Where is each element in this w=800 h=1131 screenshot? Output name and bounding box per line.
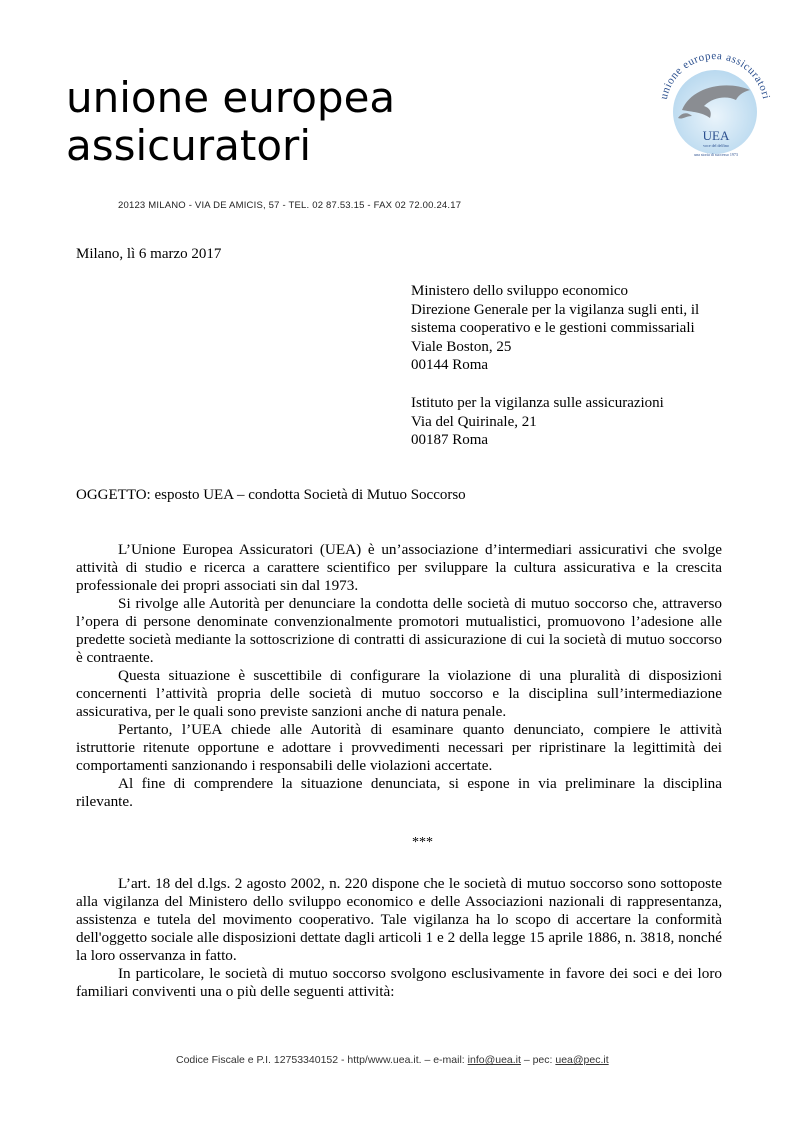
footer-fiscal-info: Codice Fiscale e P.I. 12753340152 - http/www.uea.it. – e-mail: (176, 1054, 468, 1066)
recipient-line: Ministero dello sviluppo economico (411, 283, 629, 299)
body-paragraph: L’Unione Europea Assicuratori (UEA) è un’associazione d’intermediari assicurativi che svolge attività di studio e ricerca a carattere scientifico per sviluppare la cultura assicurativa e la crescita professionale dei propri associati sin dal 1973. (76, 541, 722, 594)
recipient-ivass (411, 394, 664, 450)
letter-subject: OGGETTO: esposto UEA – condotta Società di Mutuo Soccorso (76, 487, 466, 503)
footer-pec-link[interactable]: uea@pec.it (555, 1054, 609, 1066)
logo-tagline: voce del delfino (703, 143, 729, 148)
recipient-line: Istituto per la vigilanza sulle assicurazioni (411, 395, 664, 411)
body-paragraph: Questa situazione è suscettibile di configurare la violazione di una pluralità di disposizioni concernenti l’attività propria delle società di mutuo soccorso e la disciplina sull’intermediazione assicurativa, per le quali sono previste sanzioni anche di natura penale. (76, 667, 722, 720)
section-separator: *** (412, 835, 433, 850)
logo-arc-text: unione europea assicuratori (657, 49, 773, 101)
recipient-line: Viale Boston, 25 (411, 338, 512, 355)
organization-name (66, 74, 395, 170)
page-footer (176, 1054, 609, 1066)
recipient-line: Via del Quirinale, 21 (411, 413, 537, 430)
recipient-ministry (411, 282, 699, 375)
recipient-line: Direzione Generale per la vigilanza sugli enti, il (411, 301, 700, 318)
body-paragraph: Si rivolge alle Autorità per denunciare la condotta delle società di mutuo soccorso che, attraverso l’opera di persone denominate convenzionalmente promotori mutualistici, promuovono l’adesione alle predette società mediante la sottoscrizione di contratti di assicurazione di cui la società di mutuo soccorso è contraente. (76, 595, 722, 666)
body-paragraph: L’art. 18 del d.lgs. 2 agosto 2002, n. 220 dispone che le società di mutuo soccorso sono sottoposte alla vigilanza del Ministero dello sviluppo economico e delle Associazioni nazionali di rappresentanza, assistenza e tutela del movimento cooperativo. Tale vigilanza ha lo scopo di accertare la conformità dell'oggetto sociale alle disposizioni dettate dagli articoli 1 e 2 della legge 15 aprile 1886, n. 3818, nonché la loro osservanza in fatto. (76, 875, 722, 964)
recipient-line: 00144 Roma (411, 357, 489, 373)
uea-logo (652, 46, 778, 164)
organization-name-line1: unione europea (66, 73, 396, 122)
body-paragraph: Al fine di comprendere la situazione denunciata, si espone in via preliminare la disciplina rilevante. (76, 775, 722, 810)
organization-name-line2: assicuratori (66, 121, 311, 170)
letter-body-intro (76, 541, 722, 811)
recipient-line: sistema cooperativo e le gestioni commissariali (411, 320, 695, 336)
address-line: 20123 MILANO - VIA DE AMICIS, 57 - TEL. 02 87.53.15 - FAX 02 72.00.24.17 (118, 200, 462, 211)
recipient-line: 00187 Roma (411, 432, 489, 448)
logo-bottom-text: una storia di successo 1973 (694, 152, 738, 157)
letter-date: Milano, lì 6 marzo 2017 (76, 246, 222, 262)
dolphin-logo-icon (652, 46, 778, 164)
letter-body-legal (76, 875, 722, 1001)
footer-pec-label: – pec: (520, 1054, 556, 1066)
logo-acronym: UEA (702, 128, 730, 143)
body-paragraph: In particolare, le società di mutuo soccorso svolgono esclusivamente in favore dei soci e dei loro familiari conviventi una o più delle seguenti attività: (76, 965, 722, 1000)
footer-email-link[interactable]: info@uea.it (467, 1054, 521, 1066)
body-paragraph: Pertanto, l’UEA chiede alle Autorità di esaminare quanto denunciato, compiere le attività istruttorie ritenute opportune e adottare i provvedimenti necessari per ripristinare la legittimità dei comportamenti sanzionando i responsabili delle violazioni accertate. (76, 721, 722, 774)
